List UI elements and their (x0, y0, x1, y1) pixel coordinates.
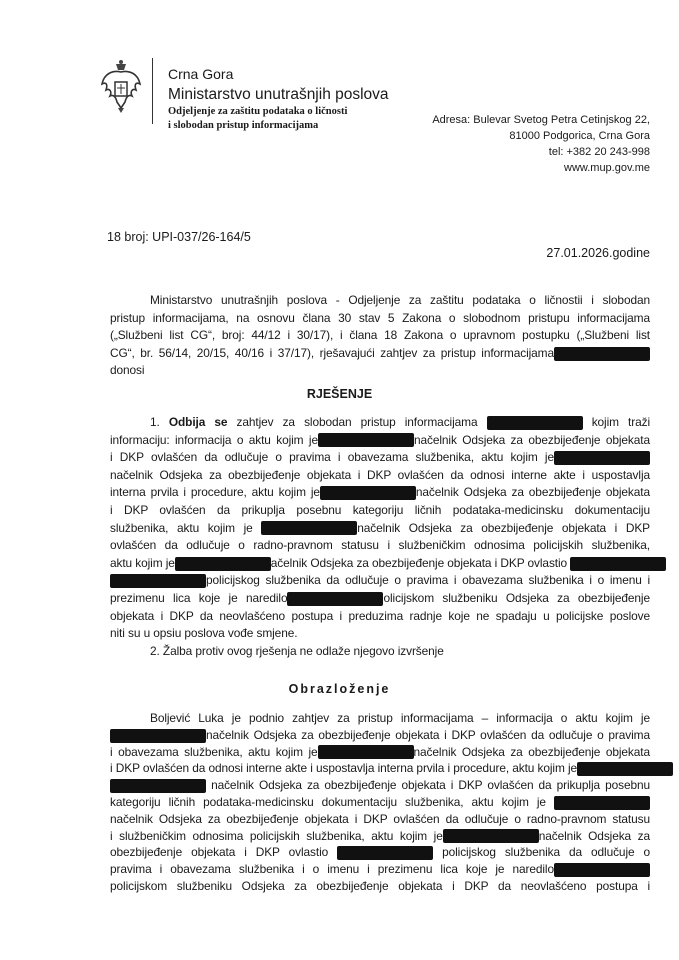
text-line (110, 811, 650, 828)
text-line (110, 327, 650, 345)
redaction-block (337, 846, 433, 860)
redaction-block (175, 557, 271, 571)
text-segment: i DKP ovlašćen da prikuplja posebnu kategoriju ličnih podataka-medicinsku dokumentaciju (110, 502, 650, 517)
text-segment: interna prvila i procedure, aktu kojim je (110, 485, 320, 500)
text-segment: načelnik Odsjeka za obezbijeđenje objekata (415, 485, 650, 500)
text-segment: ačelnik Odsjeka za obezbijeđenje objekata i DKP ovlastio (270, 555, 571, 570)
text-segment: ovlašćen da odlučuje o radno-pravnom statusu i službeničkim odnosima policijskih službenika, (110, 538, 650, 553)
text-line (110, 537, 650, 555)
text-segment: načelnik Odsjeka za obezbijeđenje objekata i DKP ovlašćen da odlučuje o pravima (206, 727, 650, 742)
text-line (110, 760, 650, 777)
redaction-block (261, 521, 357, 535)
redaction-block (318, 745, 414, 759)
text-segment: informaciju: informacija o aktu kojim je (110, 432, 318, 447)
country-name: Crna Gora (168, 66, 234, 82)
text-segment: donosi (110, 363, 145, 378)
text-line (110, 844, 650, 861)
text-line (110, 643, 650, 661)
reasoning-paragraph (110, 710, 650, 895)
website-link: www.mup.gov.me (564, 162, 650, 174)
text-line (110, 520, 650, 538)
redaction-block (110, 729, 206, 743)
text-line (110, 710, 650, 727)
redaction-block (487, 416, 583, 430)
text-segment: policijskog službenika da odlučuje o (433, 845, 650, 860)
text-segment: zahtjev za slobodan pristup informacijama (227, 415, 487, 429)
text-segment: objekata i DKP da neovlašćeno postupa i preduzima radnje koje ne spadaju u policijske poslove (110, 608, 650, 623)
text-segment: obezbijeđenje objekata i DKP ovlastio (110, 845, 338, 860)
text-segment: policijskog službenika da odlučuje o pravima i obavezama službenika i o imenu i (206, 573, 650, 588)
text-line (110, 484, 650, 502)
text-segment: aktu kojim je (110, 555, 175, 570)
text-line (110, 502, 650, 520)
text-segment: načelnik Odsjeka za obezbijeđenje objekata i DKP (357, 520, 650, 535)
text-line (110, 555, 650, 573)
text-line (110, 608, 650, 626)
text-line (110, 828, 650, 845)
text-line (110, 572, 650, 590)
redaction-block (443, 829, 539, 843)
text-segment: službenika, aktu kojim je (110, 520, 262, 535)
text-segment: pravima i obavezama službenika i o imenu i prezimenu lica koje je naredilo (110, 862, 554, 877)
reference-number: 18 broj: UPI-037/26-164/5 (107, 230, 251, 244)
address-city: 81000 Podgorica, Crna Gora (509, 130, 650, 142)
text-line (110, 310, 650, 328)
text-segment: i DKP ovlašćen da odnosi interne akte i uspostavlja interna prvila i procedure, aktu kojim je (110, 761, 578, 776)
text-line (110, 362, 650, 380)
address-street: Adresa: Bulevar Svetog Petra Cetinjskog 22, (432, 114, 650, 126)
text-segment: olicijskom službeniku Odsjeka za obezbijeđenje (383, 590, 650, 605)
text-segment: policijskom službeniku Odsjeka za obezbijeđenje objekata i DKP da neovlašćeno postupa i (110, 878, 650, 893)
text-segment: 2. Žalba protiv ovog rješenja ne odlaže njegovo izvršenje (150, 643, 444, 658)
reasoning-title: Obrazloženje (288, 682, 391, 696)
redaction-block (554, 863, 650, 877)
ministry-name: Ministarstvo unutrašnjih poslova (168, 86, 389, 103)
text-segment: Ministarstvo unutrašnjih poslova - Odjeljenje za zaštitu podataka o ličnostii i slobodan (150, 293, 650, 307)
text-segment: načelnik Odsjeka za obezbijeđenje objekata i DKP ovlašćen da prikuplja posebnu (206, 778, 650, 793)
text-segment: („Službeni list CG“, broj: 44/12 i 30/17), i člana 18 Zakona o upravnom postupku („Službeni list (110, 328, 650, 343)
redaction-block (577, 762, 673, 776)
text-line (110, 590, 650, 608)
text-line (110, 414, 650, 432)
text-line (110, 777, 650, 794)
intro-paragraph (110, 292, 650, 380)
text-line (110, 449, 650, 467)
redaction-block (110, 779, 206, 793)
text-segment: i DKP ovlašćen da odlučuje o pravima i obavezama službenika, aktu kojim je (110, 450, 554, 465)
redaction-block (570, 557, 666, 571)
decision-items (110, 414, 650, 660)
text-segment: i službeničkim odnosima policijskih službenika, aktu kojim je (110, 828, 443, 843)
text-segment: niti su u opsiu poslova vođe smjene. (110, 626, 298, 641)
bold-text: Odbija se (168, 415, 228, 429)
redaction-block (318, 433, 414, 447)
redaction-block (287, 592, 383, 606)
text-segment: Boljević Luka je podnio zahtjev za pristup informacijama – informacija o aktu kojim je (150, 711, 650, 725)
redaction-block (554, 347, 650, 361)
text-line (110, 744, 650, 761)
text-line (110, 861, 650, 878)
text-segment: načelnik Odsjeka za (538, 828, 651, 843)
text-line (110, 878, 650, 895)
text-segment: i obavezama službenika, aktu kojim je (110, 744, 318, 759)
text-line (110, 794, 650, 811)
text-segment: načelnik Odsjeka za obezbijeđenje objekata i DKP ovlašćen da odlučuje o radno-pravnom statusu (110, 811, 650, 826)
text-line (110, 727, 650, 744)
redaction-block (110, 574, 206, 588)
text-line (110, 345, 650, 363)
text-line (110, 432, 650, 450)
decision-title: RJEŠENJE (306, 387, 373, 401)
header-divider (152, 58, 153, 124)
redaction-block (554, 451, 650, 465)
text-segment: prezimenu lica koje je naredilo (110, 590, 288, 605)
text-segment: kojim traži (582, 415, 651, 429)
text-segment: 1. (150, 415, 169, 429)
document-date: 27.01.2026.godine (546, 246, 650, 260)
redaction-block (320, 486, 416, 500)
text-segment: načelnik Odsjeka za obezbijeđenje objekata (413, 432, 650, 447)
text-segment: načelnik Odsjeka za obezbijeđenje objekata (413, 744, 650, 759)
department-line-2: i slobodan pristup informacijama (168, 120, 319, 131)
text-segment: CG“, br. 56/14, 20/15, 40/16 i 37/17), rješavajući zahtjev za pristup informacijama (110, 345, 554, 360)
text-line (110, 292, 650, 310)
redaction-block (554, 796, 650, 810)
text-segment: načelnik Odsjeka za obezbijeđenje objekata i DKP ovlašćen da odnosi interne akte i uspostavlja (110, 467, 650, 482)
department-line-1: Odjeljenje za zaštitu podataka o ličnosti (168, 106, 348, 117)
text-segment: kategoriju ličnih podataka-medicinsku dokumentaciju službenika, aktu kojim je (110, 794, 554, 809)
text-segment: pristup informacijama, na osnovu člana 30 stav 5 Zakona o slobodnom pristupu informacijama (110, 310, 650, 325)
coat-of-arms-logo (100, 58, 142, 114)
text-line (110, 467, 650, 485)
text-line (110, 625, 650, 643)
phone-number: tel: +382 20 243-998 (548, 146, 650, 158)
